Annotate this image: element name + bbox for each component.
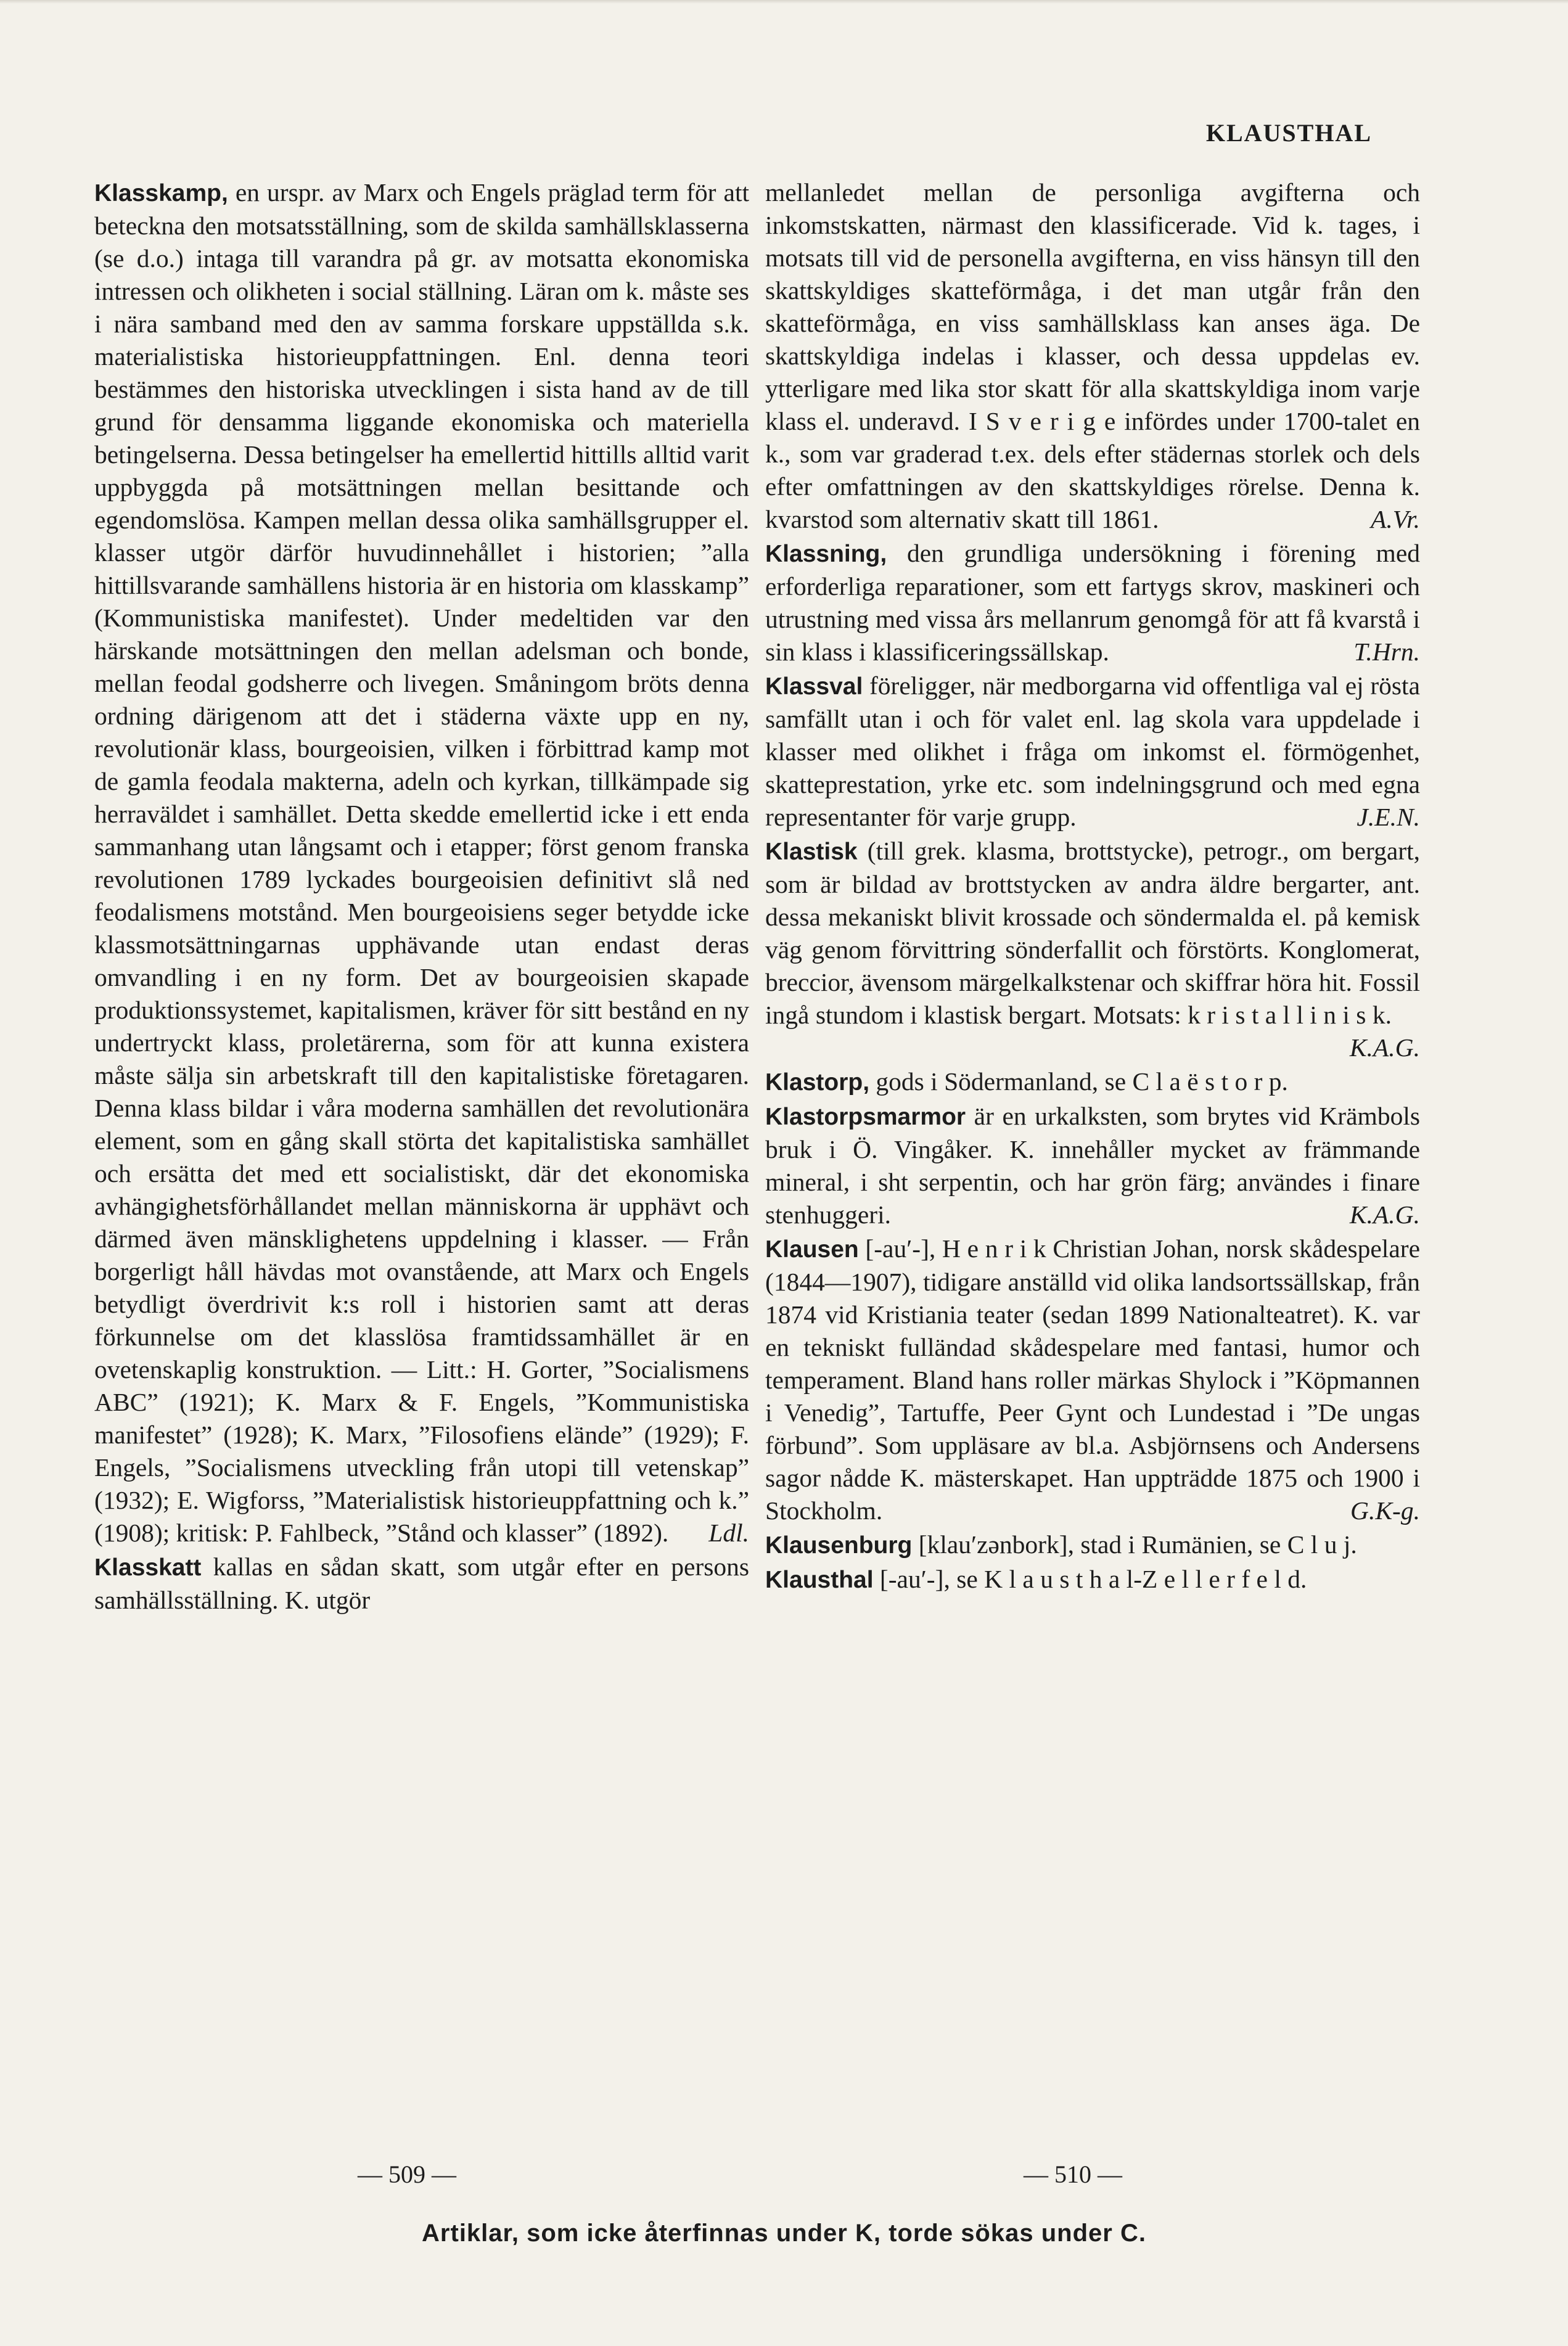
headword: Klastisk bbox=[765, 839, 858, 865]
entry-klassval bbox=[765, 670, 1420, 834]
author-signature: J.E.N. bbox=[1357, 803, 1420, 831]
entry-klausthal bbox=[765, 1563, 1420, 1596]
headword: Klastorp, bbox=[765, 1069, 870, 1096]
page-number-left: — 509 — bbox=[358, 2160, 456, 2188]
entry-klausen bbox=[765, 1232, 1420, 1527]
running-head: KLAUSTHAL bbox=[1205, 119, 1372, 147]
headword: Klastorpsmarmor bbox=[765, 1104, 966, 1130]
page-number-right: — 510 — bbox=[1024, 2160, 1122, 2188]
headword: Klausthal bbox=[765, 1567, 874, 1593]
headword: Klassval bbox=[765, 673, 863, 700]
entry-klasskatt bbox=[94, 1551, 749, 1617]
author-signature: K.A.G. bbox=[1349, 1033, 1420, 1062]
footer-note: Artiklar, som icke återfinnas under K, torde sökas under C. bbox=[422, 2220, 1146, 2247]
author-signature: A.Vr. bbox=[1371, 505, 1420, 533]
entry-text: [-au′-], se K l a u s t h a l-Z e l l e r f e l d. bbox=[879, 1565, 1307, 1593]
right-column bbox=[765, 176, 1420, 1597]
entry-klastisk bbox=[765, 835, 1420, 1064]
entry-text: den grundliga undersökning i förening med erforderliga reparationer, som ett fartygs skrov, maskineri och utrustning med vissa års mellanrum genomgå för att få kvarstå i sin klass i klassificeringssällskap. bbox=[765, 539, 1420, 666]
entry-text: föreligger, när medborgarna vid offentliga val ej rösta samfällt utan i och för valet enl. lag skola vara uppdelade i klasser med olikhet i fråga om inkomst el. förmögenhet, skatteprestation, yrke etc. som indelningsgrund och med egna representanter för varje grupp. bbox=[765, 671, 1420, 831]
entry-klasskamp bbox=[94, 176, 749, 1549]
author-signature: G.K-g. bbox=[1350, 1496, 1420, 1525]
headword: Klausenburg bbox=[765, 1532, 913, 1559]
entry-text: (till grek. klasma, brottstycke), petrogr., om bergart, som är bildad av brottstycken av andra äldre bergarter, ant. dessa mekaniskt blivit krossade och söndermalda el. på kemisk väg genom förvittring sönderfallit och förstörts. Konglomerat, breccior, ävensom märgelkalkstenar och skiffrar höra hit. Fossil ingå stundom i klastisk bergart. Motsats: k r i s t a l l i n i s k. bbox=[765, 837, 1420, 1029]
left-column bbox=[94, 176, 749, 1618]
entry-klassning bbox=[765, 537, 1420, 668]
headword: Klassning, bbox=[765, 541, 887, 567]
author-signature: K.A.G. bbox=[1349, 1200, 1420, 1229]
entry-text: gods i Södermanland, se C l a ë s t o r p. bbox=[876, 1067, 1288, 1096]
entry-klastorpsmarmor bbox=[765, 1100, 1420, 1231]
entry-text: kallas en sådan skatt, som utgår efter en persons samhällsställning. K. utgör bbox=[94, 1552, 749, 1614]
entry-klasskatt-continued bbox=[765, 176, 1420, 536]
headword: Klasskamp, bbox=[94, 180, 228, 207]
entry-text: är en urkalksten, som brytes vid Krämbols bruk i Ö. Vingåker. K. innehåller mycket av främmande mineral, i sht serpentin, och har grön färg; användes i finare stenhuggeri. bbox=[765, 1102, 1420, 1229]
author-signature: T.Hrn. bbox=[1353, 638, 1420, 666]
scan-edge bbox=[0, 0, 1568, 4]
author-signature: Ldl. bbox=[708, 1519, 749, 1547]
headword: Klausen bbox=[765, 1236, 859, 1263]
headword: Klasskatt bbox=[94, 1554, 202, 1581]
entry-klastorp bbox=[765, 1065, 1420, 1099]
entry-text: [klau′zənbork], stad i Rumänien, se C l u j. bbox=[918, 1530, 1357, 1559]
entry-text: [-au′-], H e n r i k Christian Johan, norsk skådespelare (1844—1907), tidigare anställd vid olika landsortssällskap, från 1874 vid Kristiania teater (sedan 1899 Nationalteatret). K. var en tekniskt fulländad skådespelare med fantasi, humor och temperament. Bland hans roller märkas Shylock i ”Köpmannen i Venedig”, Tartuffe, Peer Gynt och Lundestad i ”De ungas förbund”. Som uppläsare av bl.a. Asbjörnsens och Andersens sagor nådde K. mästerskapet. Han uppträdde 1875 och 1900 i Stockholm. bbox=[765, 1234, 1420, 1525]
entry-text: mellanledet mellan de personliga avgifterna och inkomstskatten, närmast den klassificerade. Vid k. tages, i motsats till vid de personella avgifterna, en viss hänsyn till den skattskyldiges skatteförmåga, i det man utgår från den skatteförmåga, en viss samhällsklass kan anses äga. De skattskyldiga indelas i klasser, och dessa uppdelas ev. ytterligare med lika stor skatt för alla skattskyldiga inom varje klass el. underavd. I S v e r i g e infördes under 1700-talet en k., som var graderad t.ex. dels efter städernas storlek och dels efter omfattningen av den skattskyldiges rörelse. Denna k. kvarstod som alternativ skatt till 1861. bbox=[765, 178, 1420, 533]
entry-text: en urspr. av Marx och Engels präglad term för att beteckna den motsatsställning, som de skilda samhällsklasserna (se d.o.) intaga till varandra på gr. av motsatta ekonomiska intressen och olikheten i social ställning. Läran om k. måste ses i nära samband med den av samma forskare uppställda s.k. materialistiska historieuppfattningen. Enl. denna teori bestämmes den historiska utvecklingen i sista hand av de till grund för densamma liggande ekonomiska och materiella betingelserna. Dessa betingelser ha emellertid hittills alltid varit uppbyggda på motsättningen mellan besittande och egendomslösa. Kampen mellan dessa olika samhällsgrupper el. klasser utgör därför huvudinnehållet i historien; ”alla hittillsvarande samhällens historia är en historia om klasskamp” (Kommunistiska manifestet). Under medeltiden var den härskande motsättningen den mellan adelsman och bonde, mellan feodal godsherre och livegen. Småningom bröts denna ordning därigenom att det i städerna växte upp en ny, revolutionär klass, bourgeoisien, vilken i förbittrad kamp mot de gamla feodala makterna, adeln och kyrkan, tillkämpade sig herraväldet i samhället. Detta skedde emellertid icke i ett enda sammanhang utan långsamt och i etapper; först genom franska revolutionen 1789 lyckades bourgeoisien definitivt slå ned feodalismens motstånd. Men bourgeoisiens seger betydde icke klassmotsättningarnas upphävande utan endast deras omvandling i en ny form. Det av bourgeoisien skapade produktionssystemet, kapitalismen, kräver för sitt bestånd en ny undertryckt klass, proletärerna, som för att kunna existera måste sälja sin arbetskraft till den kapitalistiske företagaren. Denna klass bildar i våra moderna samhällen det revolutionära element, som en gång skall störta det kapitalistiska samhället och ersätta det med ett socialistiskt, där det ekonomiska avhängighetsförhållandet mellan människorna är upphävt och därmed även mänsklighetens uppdelning i klasser. — Från borgerligt håll hävdas mot ovanstående, att Marx och Engels betydligt överdrivit k:s roll i historien samt att deras förkunnelse om det klasslösa framtidssamhället är en ovetenskaplig konstruktion. — Litt.: H. Gorter, ”Socialismens ABC” (1921); K. Marx & F. Engels, ”Kommunistiska manifestet” (1928); K. Marx, ”Filosofiens elände” (1929); F. Engels, ”Socialismens utveckling från utopi till vetenskap” (1932); E. Wigforss, ”Materialistisk historieuppfattning och k.” (1908); kritisk: P. Fahlbeck, ”Stånd och klasser” (1892). bbox=[94, 178, 749, 1547]
entry-klausenburg bbox=[765, 1528, 1420, 1562]
